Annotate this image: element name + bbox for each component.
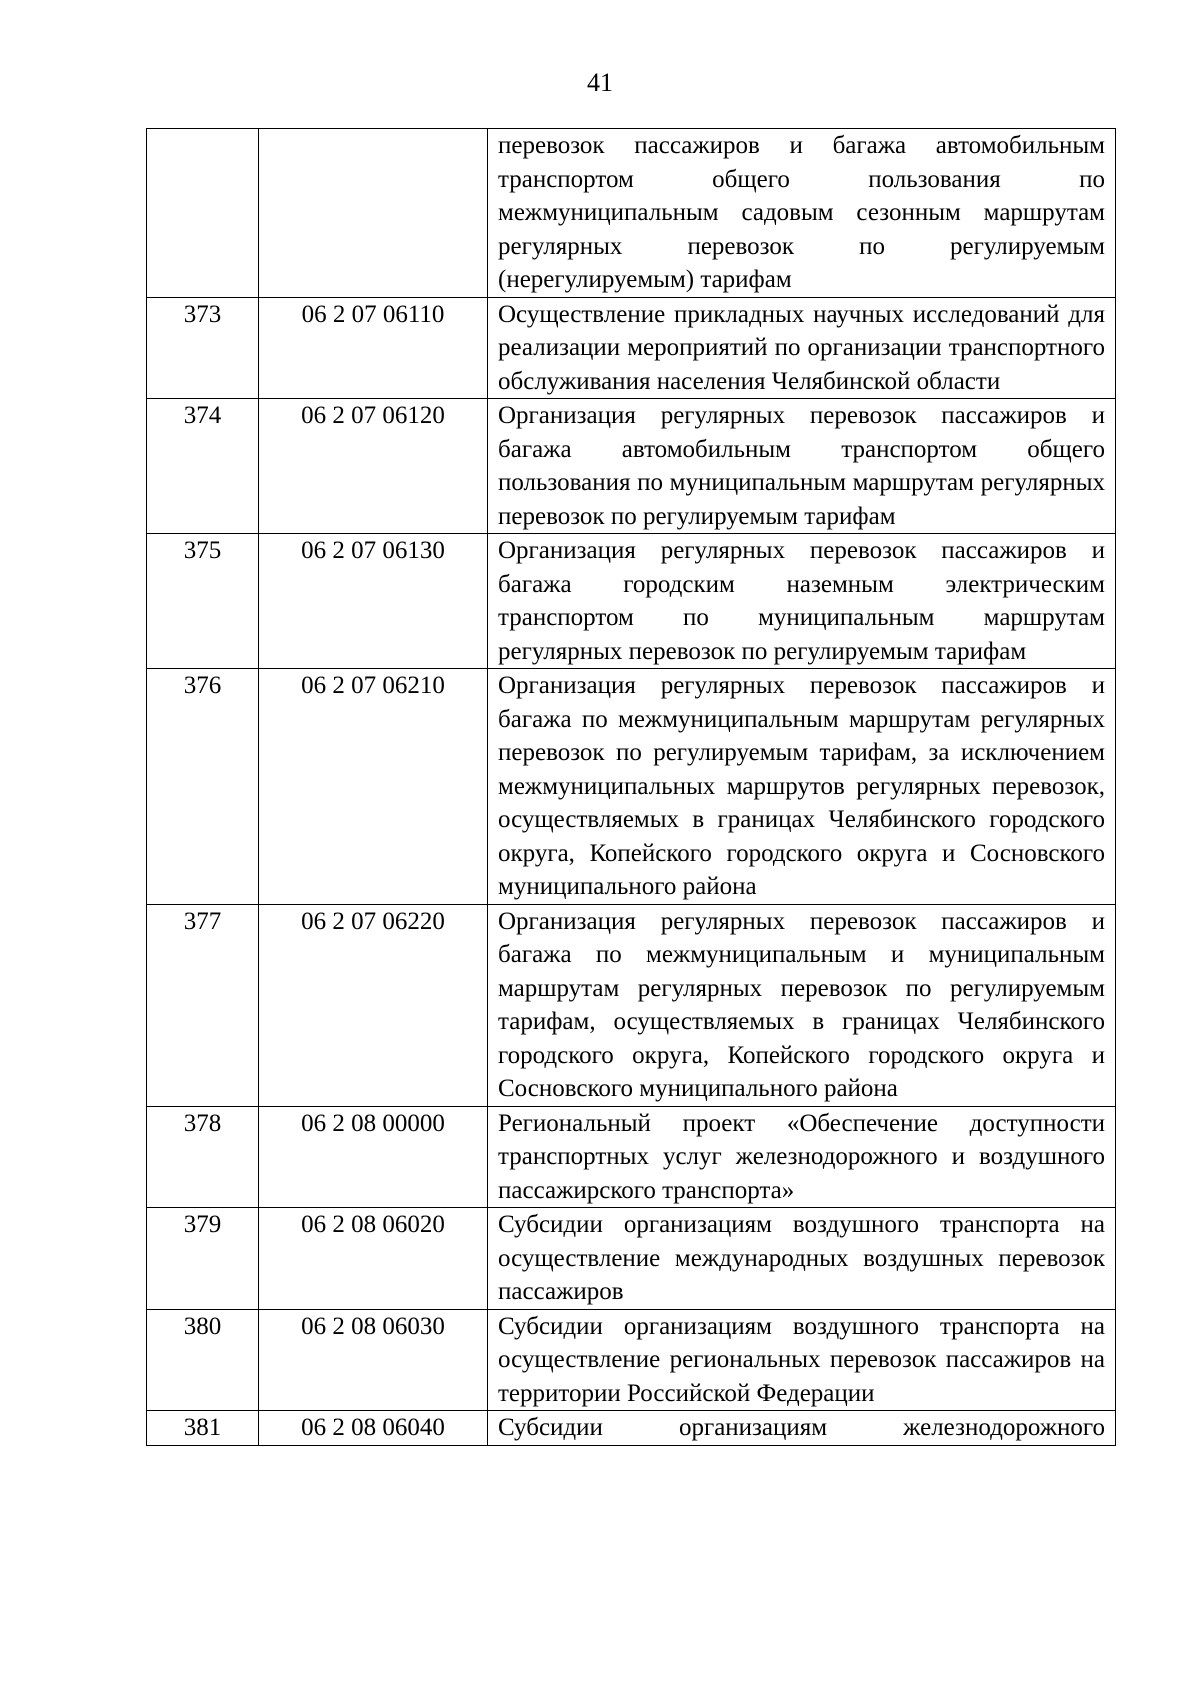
row-number: 380 (147, 1309, 259, 1411)
table-row (147, 904, 1116, 1106)
row-code: 06 2 08 06020 (259, 1208, 488, 1310)
row-number (147, 129, 259, 298)
row-code: 06 2 07 06120 (259, 399, 488, 534)
row-description: Субсидии организациям воздушного транспорта на осуществление международных воздушных перевозок пассажиров (488, 1208, 1116, 1310)
row-description: перевозок пассажиров и багажа автомобильным транспортом общего пользования по межмуниципальным садовым сезонным маршрутам регулярных перевозок по регулируемым (нерегулируемым) тарифам (488, 129, 1116, 298)
row-code: 06 2 08 06030 (259, 1309, 488, 1411)
table-row (147, 1106, 1116, 1208)
row-number: 375 (147, 534, 259, 669)
table-row (147, 1411, 1116, 1446)
row-code: 06 2 07 06210 (259, 669, 488, 905)
row-code: 06 2 08 00000 (259, 1106, 488, 1208)
row-code (259, 129, 488, 298)
row-number: 373 (147, 297, 259, 399)
page-number: 41 (587, 68, 613, 97)
row-number: 379 (147, 1208, 259, 1310)
row-code: 06 2 07 06110 (259, 297, 488, 399)
row-number: 377 (147, 904, 259, 1106)
row-number: 381 (147, 1411, 259, 1446)
row-code: 06 2 07 06130 (259, 534, 488, 669)
row-description: Организация регулярных перевозок пассажиров и багажа по межмуниципальным и муниципальным маршрутам регулярных перевозок по регулируемым тарифам, осуществляемых в границах Челябинского городского округа, Копейского городского округа и Сосновского муниципального района (488, 904, 1116, 1106)
row-description: Субсидии организациям воздушного транспорта на осуществление региональных перевозок пассажиров на территории Российской Федерации (488, 1309, 1116, 1411)
row-number: 374 (147, 399, 259, 534)
table-row (147, 399, 1116, 534)
table-row (147, 1309, 1116, 1411)
table-row (147, 297, 1116, 399)
row-code: 06 2 07 06220 (259, 904, 488, 1106)
row-description: Организация регулярных перевозок пассажиров и багажа по межмуниципальным маршрутам регулярных перевозок по регулируемым тарифам, за исключением межмуниципальных маршрутов регулярных перевозок, осуществляемых в границах Челябинского городского округа, Копейского городского округа и Сосновского муниципального района (488, 669, 1116, 905)
budget-classification-table (146, 128, 1116, 1446)
row-description: Организация регулярных перевозок пассажиров и багажа городским наземным электрическим транспортом по муниципальным маршрутам регулярных перевозок по регулируемым тарифам (488, 534, 1116, 669)
row-description: Региональный проект «Обеспечение доступности транспортных услуг железнодорожного и воздушного пассажирского транспорта» (488, 1106, 1116, 1208)
row-code: 06 2 08 06040 (259, 1411, 488, 1446)
table-row (147, 534, 1116, 669)
row-number: 378 (147, 1106, 259, 1208)
table-row (147, 669, 1116, 905)
row-description: Субсидии организациям железнодорожного (488, 1411, 1116, 1446)
row-number: 376 (147, 669, 259, 905)
row-description: Осуществление прикладных научных исследований для реализации мероприятий по организации транспортного обслуживания населения Челябинской области (488, 297, 1116, 399)
table-row (147, 1208, 1116, 1310)
row-description: Организация регулярных перевозок пассажиров и багажа автомобильным транспортом общего пользования по муниципальным маршрутам регулярных перевозок по регулируемым тарифам (488, 399, 1116, 534)
table-row (147, 129, 1116, 298)
